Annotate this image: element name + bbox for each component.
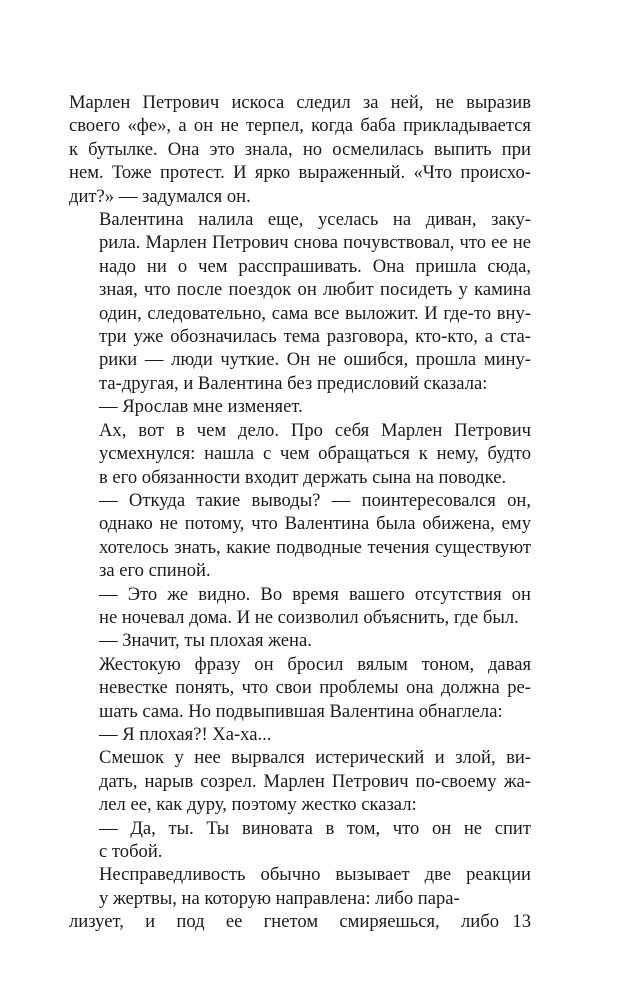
paragraph (69, 653, 531, 723)
text-line: три уже обозначилась тема разговора, кто-кто, а ста- (99, 326, 531, 348)
paragraph (69, 723, 531, 746)
text-line: у жертвы, на которую направлена: либо пара- (99, 887, 460, 909)
text-line: шать сама. Но подвыпившая Валентина обнаглела: (99, 700, 503, 722)
paragraph (69, 629, 531, 652)
text-line: — Это же видно. Во время вашего отсутствия он (99, 583, 531, 605)
text-line: Жестокую фразу он бросил вялым тоном, давая (99, 653, 531, 675)
last-line-with-page-number (69, 910, 531, 933)
text-line: не ночевал дома. И не соизволил объяснить, где был. (99, 606, 519, 628)
text-line: Ах, вот в чем дело. Про себя Марлен Петрович (99, 419, 531, 441)
text-line: та-другая, и Валентина без предисловий сказала: (99, 372, 488, 394)
text-line: за его спиной. (99, 560, 211, 582)
text-line: Марлен Петрович искоса следил за ней, не выразив (69, 92, 531, 113)
text-line: своего «фе», а он не терпел, когда баба прикладывается (69, 115, 531, 137)
text-line: рила. Марлен Петрович снова почувствовал, что ее не (99, 232, 531, 254)
text-line: в его обязанности входит держать сына на поводке. (99, 466, 507, 488)
book-page (69, 91, 531, 934)
text-line: лизует, и под ее гнетом смиряешься, либо (69, 911, 499, 933)
text-line: хотелось знать, какие подводные течения существуют (99, 536, 531, 558)
text-line: дит?» — задумался он. (69, 185, 251, 207)
text-line: невестке понять, что свои проблемы она должна ре- (99, 677, 531, 699)
text-line: с тобой. (99, 841, 163, 862)
paragraph (69, 208, 531, 395)
text-line: к бутылке. Она это знала, но осмелилась выпить при (69, 138, 531, 160)
text-line: рики — люди чуткие. Он не ошибся, прошла мину- (99, 349, 531, 371)
text-line: однако не потому, что Валентина была обижена, ему (99, 513, 531, 535)
paragraph (69, 489, 531, 583)
text-line: Несправедливость обычно вызывает две реакции (99, 864, 531, 886)
text-line: — Я плохая?! Ха-ха... (99, 723, 272, 745)
text-line: — Откуда такие выводы? — поинтересовался он, (99, 489, 531, 511)
text-line: — Да, ты. Ты виновата в том, что он не спит (99, 817, 531, 839)
text-line: один, следовательно, сама все выложит. И где-то вну- (99, 302, 531, 324)
paragraph (69, 817, 531, 864)
text-line: надо ни о чем расспрашивать. Она пришла сюда, (99, 255, 531, 277)
text-line: лел ее, как дуру, поэтому жестко сказал: (99, 794, 417, 816)
paragraph (69, 746, 531, 816)
paragraph (69, 583, 531, 630)
text-line: — Ярослав мне изменяет. (99, 396, 303, 418)
text-line: усмехнулся: нашла с чем обращаться к нему, будто (99, 443, 531, 465)
paragraph (69, 863, 531, 910)
text-line: нем. Тоже протест. И ярко выраженный. «Что происхо- (69, 162, 531, 184)
text-line: Валентина налила еще, уселась на диван, заку- (99, 209, 531, 231)
text-line: дать, нарыв созрел. Марлен Петрович по-своему жа- (99, 770, 531, 792)
text-line: — Значит, ты плохая жена. (99, 630, 312, 652)
page-number: 13 (512, 911, 531, 933)
text-line: зная, что после поездок он любит посидеть у камина (99, 279, 531, 301)
paragraph (69, 395, 531, 418)
paragraph (69, 419, 531, 489)
paragraph (69, 91, 531, 208)
text-line: Смешок у нее вырвался истерический и злой, ви- (99, 747, 531, 769)
